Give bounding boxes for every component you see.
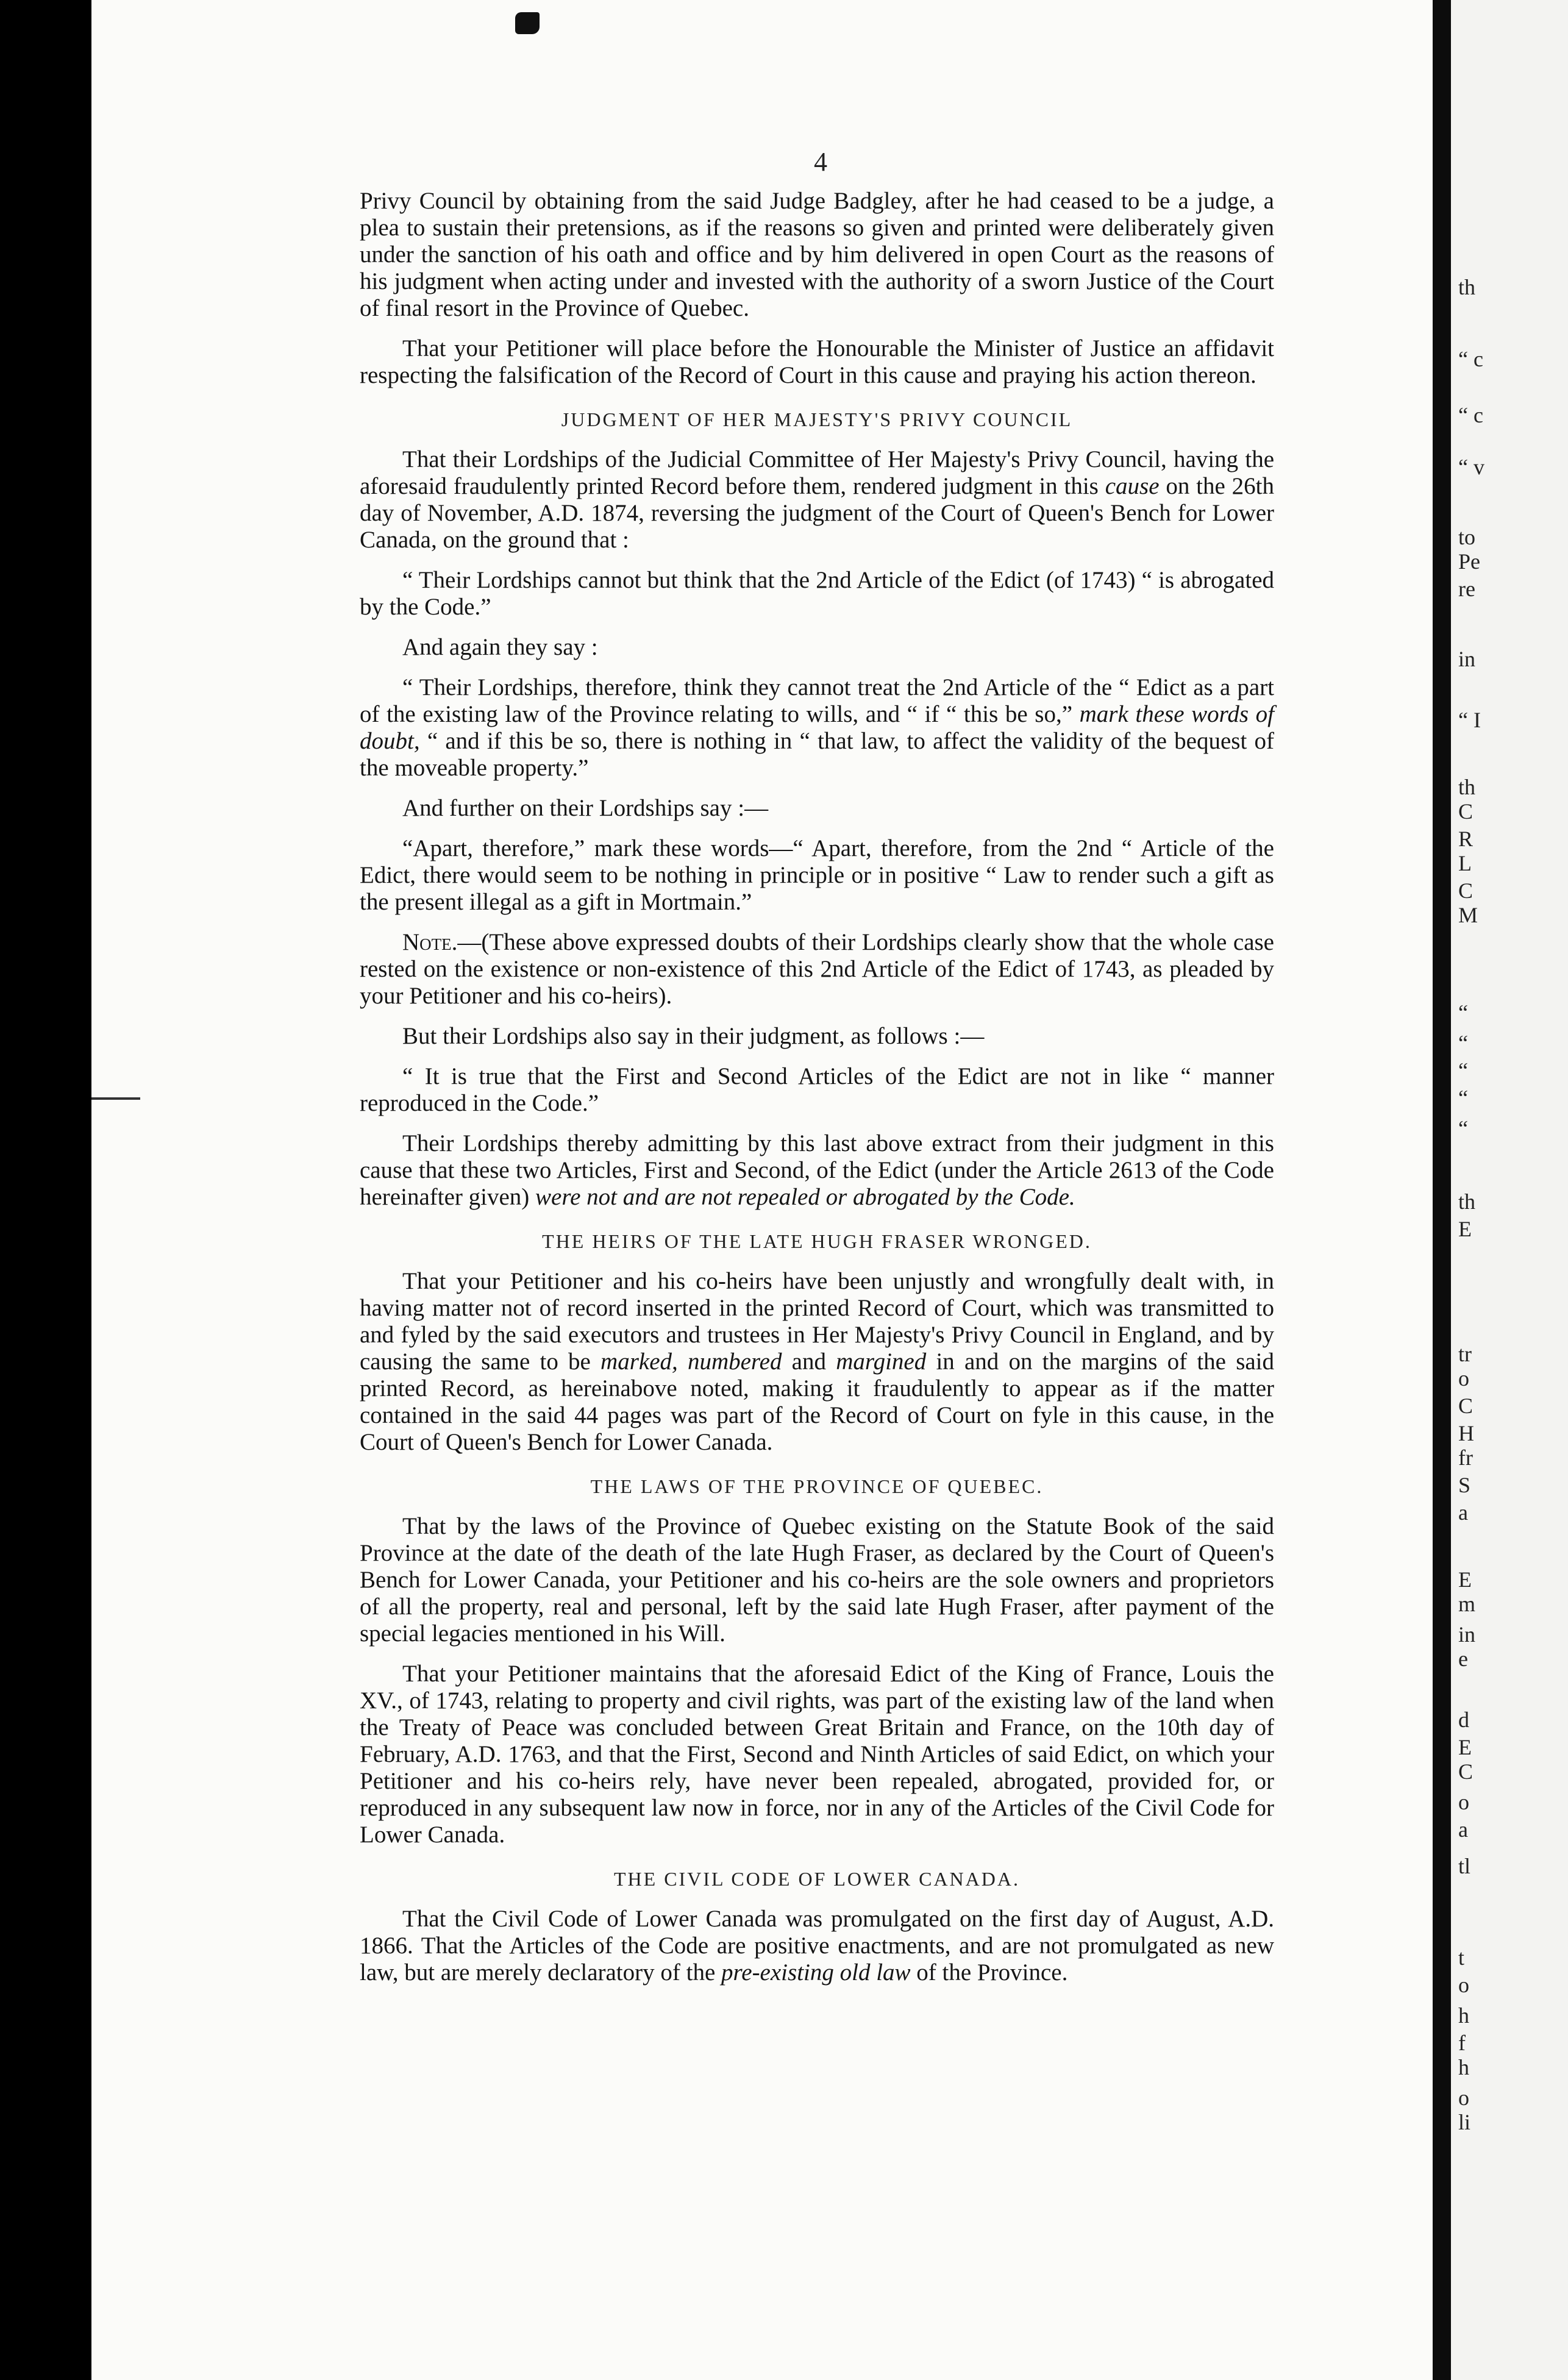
italic-text: were not and are not repealed or abrogated by the Code. [535, 1184, 1075, 1210]
fragment-line: t [1458, 1945, 1465, 1970]
fragment-line: E [1458, 1735, 1472, 1759]
quotation: “ It is true that the First and Second Articles of the Edict are not in like “ manner reproduced in the Code.” [360, 1063, 1274, 1116]
fragment-line: to [1458, 525, 1476, 549]
italic-text: cause [1105, 473, 1160, 499]
quotation [360, 674, 1274, 782]
fragment-line: tr [1458, 1342, 1472, 1366]
fragment-line: a [1458, 1500, 1468, 1525]
quotation: “Apart, therefore,” mark these words—“ Apart, therefore, from the 2nd “ Article of the Edict, there would seem to be nothing in principle or in positive “ Law to render such a gift as the present illegal as a gift in Mortmain.” [360, 835, 1274, 915]
fragment-line: “ c [1458, 347, 1483, 371]
text-run: “ Their Lordships, therefore, think they cannot treat the 2nd Article of the “ Edict as a part of the existing law of the Province relating to wills, and “ if “ this be so,” [360, 674, 1274, 727]
text-run: Their Lordships thereby admitting by this last above extract from their judgment in this cause that these two Articles, First and Second, of the Edict (under the Article 2613 of the Code hereinafter given) [360, 1130, 1274, 1210]
document-body [360, 188, 1274, 2000]
fragment-line: li [1458, 2110, 1471, 2134]
section-heading: THE CIVIL CODE OF LOWER CANADA. [614, 1868, 1020, 1890]
fragment-line: th [1458, 275, 1476, 299]
fragment-line: C [1458, 1759, 1474, 1784]
section-heading: THE HEIRS OF THE LATE HUGH FRASER WRONGED. [542, 1230, 1092, 1252]
paragraph: And further on their Lordships say :— [402, 795, 769, 821]
section-heading: JUDGMENT OF HER MAJESTY'S PRIVY COUNCIL [561, 408, 1073, 430]
paragraph: And again they say : [402, 634, 598, 660]
fragment-line: m [1458, 1592, 1476, 1616]
paragraph: Privy Council by obtaining from the said Judge Badgley, after he had ceased to be a judge, a plea to sustain their pretensions, as if the reasons so given and printed were deliberately given under the sanction of his oath and office and by him delivered in open Court as the reasons of his judgment when acting under and invested with the authority of a sworn Justice of the Court of final resort in the Province of Quebec. [360, 188, 1274, 321]
text-run: “ and if this be so, there is nothing in “ that law, to affect the validity of the bequest of the moveable property.” [360, 728, 1274, 781]
fragment-line: e [1458, 1647, 1468, 1671]
section-heading: THE LAWS OF THE PROVINCE OF QUEBEC. [590, 1475, 1044, 1497]
italic-text: marked, numbered [600, 1349, 782, 1375]
fragment-line: L [1458, 851, 1472, 875]
text-run: and [782, 1349, 836, 1375]
text-run: —(These above expressed doubts of their Lordships clearly show that the whole case rested on the existence or non-existence of this 2nd Article of the Edict of 1743, as pleaded by your Petitioner and his co-heirs). [360, 929, 1274, 1009]
quotation: “ Their Lordships cannot but think that the 2nd Article of the Edict (of 1743) “ is abrogated by the Code.” [360, 567, 1274, 620]
fragment-line: o [1458, 2086, 1469, 2110]
paragraph: That by the laws of the Province of Quebec existing on the Statute Book of the said Province at the date of the death of the late Hugh Fraser, as declared by the Court of Queen's Bench for Lower Canada, your Petitioner and his co-heirs are the sole owners and proprietors of all the property, real and personal, left by the said late Hugh Fraser, after payment of the special legacies mentioned in his Will. [360, 1513, 1274, 1647]
fragment-line: th [1458, 1189, 1476, 1214]
fragment-line: re [1458, 577, 1475, 601]
fragment-line: in [1458, 647, 1476, 671]
fragment-line: “ [1458, 1000, 1468, 1025]
fragment-line: E [1458, 1217, 1472, 1241]
fragment-line: f [1458, 2031, 1466, 2055]
fragment-line: “ [1458, 1031, 1468, 1055]
fragment-line: C [1458, 1394, 1474, 1418]
paragraph: That your Petitioner will place before the Honourable the Minister of Justice an affidavit respecting the falsification of the Record of Court in this cause and praying his action thereon. [360, 335, 1274, 388]
fragment-line: C [1458, 799, 1474, 824]
ink-blot [515, 12, 540, 34]
fragment-line: tl [1458, 1854, 1471, 1878]
fragment-line: Pe [1458, 549, 1480, 574]
text-run: That the Civil Code of Lower Canada was promulgated on the first day of August, A.D. 1866. That the Articles of the Code are positive enactments, and are not promulgated as new law, but are merely declaratory of the [360, 1906, 1274, 1986]
fragment-line: th [1458, 775, 1476, 799]
fragment-line: “ [1458, 1058, 1468, 1083]
paragraph [360, 1130, 1274, 1211]
italic-text: pre-existing old law [721, 1959, 911, 1986]
paragraph [360, 1906, 1274, 1986]
fragment-line: C [1458, 878, 1474, 903]
fragment-line: o [1458, 1790, 1469, 1814]
fragment-line: “ [1458, 1086, 1468, 1110]
fragment-line: “ v [1458, 455, 1484, 479]
fragment-line: S [1458, 1473, 1471, 1497]
page-gutter [1433, 0, 1451, 2380]
note-label: Note. [402, 929, 458, 955]
text-run: That their Lordships of the Judicial Committee of Her Majesty's Privy Council, having the aforesaid fraudulently printed Record before them, rendered judgment in this [360, 446, 1274, 499]
fragment-line: E [1458, 1567, 1472, 1592]
text-run: on the 26th day of November, A.D. 1874, reversing the judgment of the Court of Queen's Bench for Lower Canada, on the ground that : [360, 473, 1275, 553]
italic-text: margined [836, 1349, 927, 1375]
fragment-line: h [1458, 2003, 1469, 2028]
fragment-line: “ [1458, 1116, 1468, 1141]
paragraph [360, 446, 1274, 554]
fragment-line: in [1458, 1622, 1476, 1647]
italic-text: mark these words of doubt, [360, 701, 1274, 754]
fragment-line: fr [1458, 1445, 1473, 1470]
note-paragraph [360, 929, 1274, 1010]
text-run: That your Petitioner and his co-heirs have been unjustly and wrongfully dealt with, in having matter not of record inserted in the printed Record of Court, which was transmitted to and fyled by the said executors and trustees in Her Majesty's Privy Council in England, and by causing the same to be [360, 1268, 1274, 1375]
fragment-line: “ I [1458, 708, 1481, 732]
text-run: of the Province. [910, 1959, 1068, 1986]
fragment-line: R [1458, 827, 1474, 851]
text-run: in and on the margins of the said printed Record, as hereinabove noted, making it fraudulently to appear as if the matter contained in the said 44 pages was part of the Record of Court on fyle in this cause, in the Court of Queen's Bench for Lower Canada. [360, 1349, 1275, 1455]
fragment-line: M [1458, 903, 1478, 927]
fragment-line: h [1458, 2055, 1469, 2079]
paragraph: But their Lordships also say in their judgment, as follows :— [402, 1023, 985, 1049]
fragment-line: d [1458, 1708, 1469, 1732]
margin-mark [91, 1097, 140, 1100]
paragraph: That your Petitioner maintains that the aforesaid Edict of the King of France, Louis the XV., of 1743, relating to property and civil rights, was part of the existing law of the land when the Treaty of Peace was concluded between Great Britain and France, on the 10th day of February, A.D. 1763, and that the First, Second and Ninth Articles of said Edict, on which your Petitioner and his co-heirs rely, have never been repealed, abrogated, provided for, or reproduced in any subsequent law now in force, nor in any of the Articles of the Civil Code for Lower Canada. [360, 1661, 1274, 1848]
page-number: 4 [814, 147, 827, 177]
fragment-line: H [1458, 1421, 1474, 1445]
fragment-line: “ c [1458, 403, 1483, 427]
fragment-line: o [1458, 1366, 1469, 1391]
fragment-line: a [1458, 1817, 1468, 1842]
fragment-line: o [1458, 1973, 1469, 1997]
paragraph [360, 1268, 1274, 1456]
